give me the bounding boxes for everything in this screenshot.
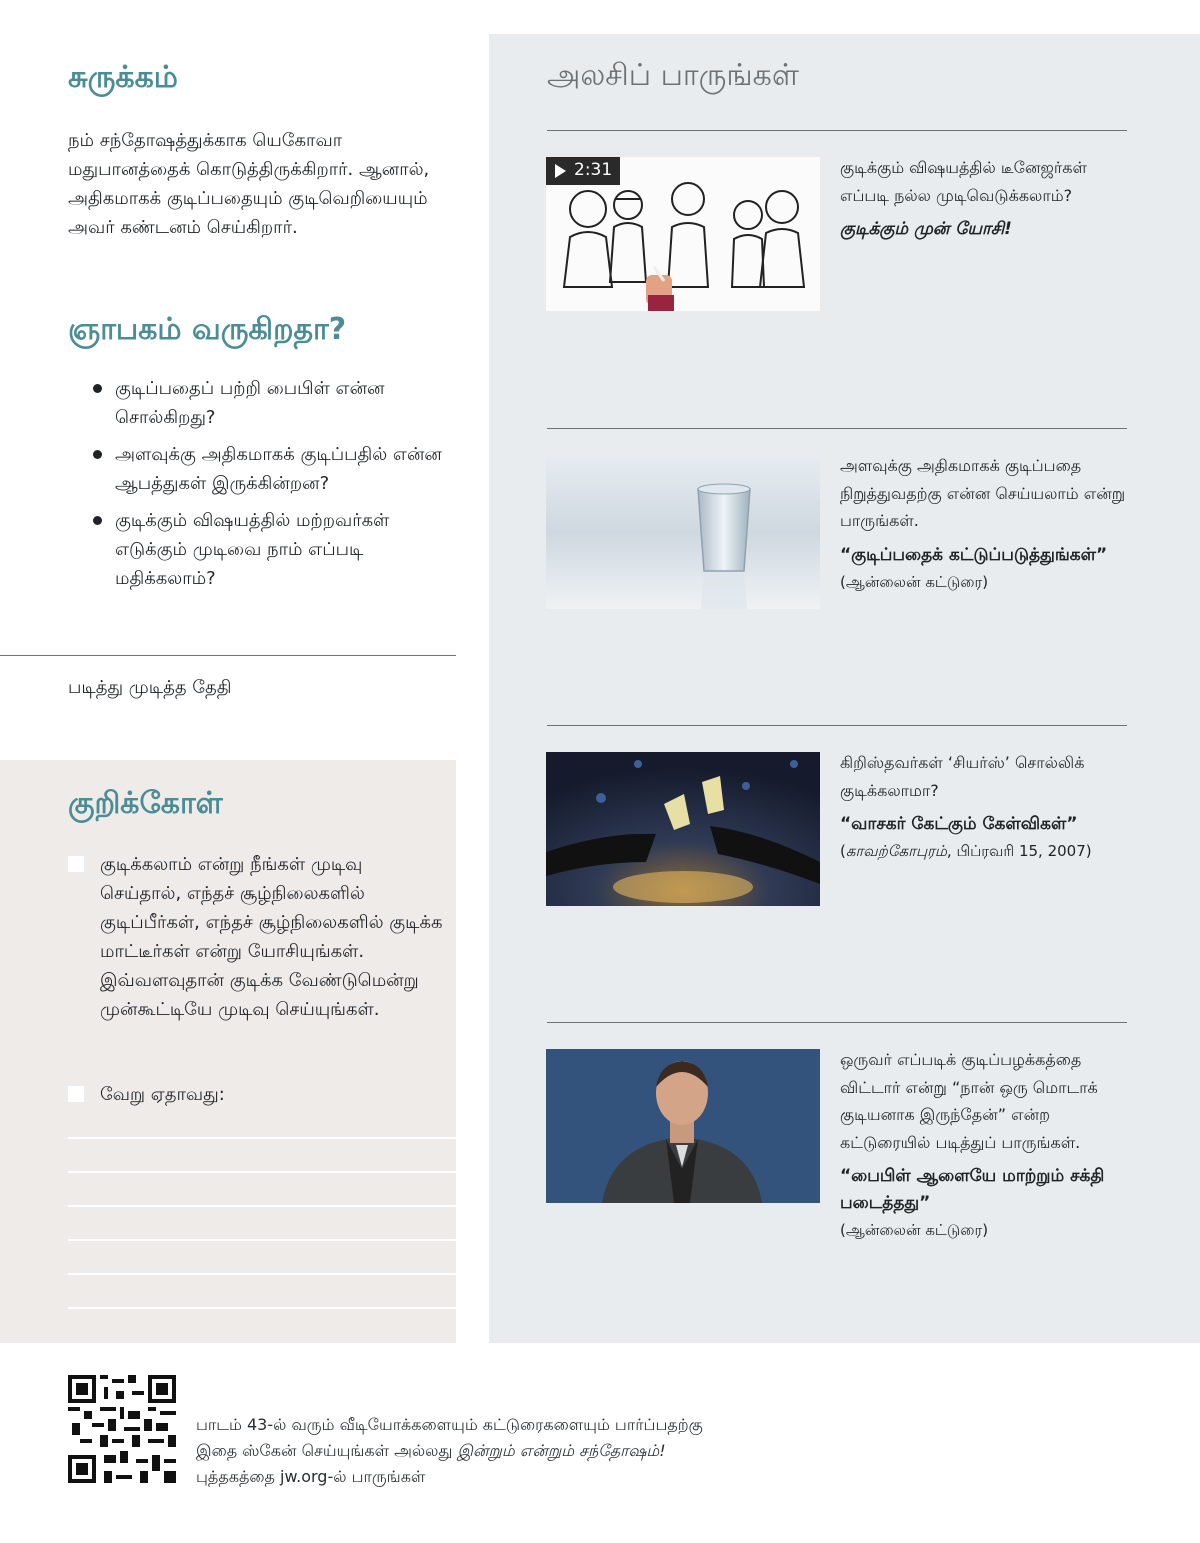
portrait-image bbox=[546, 1049, 820, 1203]
explore-entry bbox=[840, 154, 1130, 243]
article-image[interactable] bbox=[546, 752, 820, 906]
goal-heading: குறிக்கோள் bbox=[68, 786, 223, 821]
entry-description: அளவுக்கு அதிகமாகக் குடிப்பதை நிறுத்துவதற்கு என்ன செய்யலாம் என்று பாருங்கள். bbox=[840, 456, 1126, 530]
explore-entry bbox=[840, 452, 1130, 596]
write-line[interactable] bbox=[68, 1307, 456, 1309]
goal-item-other bbox=[68, 1080, 445, 1109]
divider bbox=[547, 130, 1127, 131]
goal-item bbox=[68, 850, 445, 1024]
goal-checkbox[interactable] bbox=[68, 856, 84, 872]
remember-item: அளவுக்கு அதிகமாகக் குடிப்பதில் என்ன ஆபத்துகள் இருக்கின்றன? bbox=[90, 440, 455, 498]
video-duration: 2:31 bbox=[574, 160, 613, 180]
explore-entry bbox=[840, 1046, 1130, 1245]
divider bbox=[547, 725, 1127, 726]
write-line[interactable] bbox=[68, 1171, 456, 1173]
remember-list bbox=[90, 374, 455, 601]
explore-heading: அலசிப் பாருங்கள் bbox=[547, 58, 799, 93]
divider bbox=[547, 1022, 1127, 1023]
goal-panel bbox=[0, 760, 456, 1343]
completion-date-label: படித்து முடித்த தேதி bbox=[68, 677, 232, 698]
goal-checkbox[interactable] bbox=[68, 1086, 84, 1102]
article-image[interactable] bbox=[546, 1049, 820, 1203]
summary-text: நம் சந்தோஷத்துக்காக யெகோவா மதுபானத்தைக் கொடுத்திருக்கிறார். ஆனால், அதிகமாகக் குடிப்பதையும் குடிவெறியையும் அவர் கண்டனம் செய்கிறார். bbox=[68, 130, 430, 238]
explore-entry bbox=[840, 749, 1130, 866]
video-thumbnail[interactable] bbox=[546, 157, 820, 311]
entry-note: (ஆன்லைன் கட்டுரை) bbox=[840, 572, 989, 591]
glass-image bbox=[546, 455, 820, 609]
remember-heading: ஞாபகம் வருகிறதா? bbox=[68, 312, 347, 347]
write-line[interactable] bbox=[68, 1239, 456, 1241]
cartoon-sketch-image bbox=[546, 157, 820, 311]
entry-title-link[interactable]: குடிக்கும் முன் யோசி! bbox=[840, 219, 1012, 239]
magazine-name: காவற்கோபுரம் bbox=[845, 842, 947, 860]
write-line[interactable] bbox=[68, 1137, 456, 1139]
goal-item-text: குடிக்கலாம் என்று நீங்கள் முடிவு செய்தால், எந்தச் சூழ்நிலைகளில் குடிப்பீர்கள், எந்தச் சூழ்நிலைகளில் குடிக்க மாட்டீர்கள் என்று யோசியுங்கள். இவ்வளவுதான் குடிக்க வேண்டுமென்று முன்கூட்டியே முடிவு செய்யுங்கள். bbox=[100, 854, 443, 1020]
remember-item: குடிப்பதைப் பற்றி பைபிள் என்ன சொல்கிறது? bbox=[90, 374, 455, 432]
divider bbox=[0, 655, 456, 656]
entry-title-link[interactable]: “வாசகர் கேட்கும் கேள்விகள்” bbox=[840, 814, 1078, 834]
goal-item-text: வேறு ஏதாவது: bbox=[100, 1084, 225, 1105]
entry-title-link[interactable]: “குடிப்பதைக் கட்டுப்படுத்துங்கள்” bbox=[840, 544, 1108, 565]
write-line[interactable] bbox=[68, 1273, 456, 1275]
entry-note: (ஆன்லைன் கட்டுரை) bbox=[840, 1221, 989, 1239]
toast-image bbox=[546, 752, 820, 906]
remember-item: குடிக்கும் விஷயத்தில் மற்றவர்கள் எடுக்கும் முடிவை நாம் எப்படி மதிக்கலாம்? bbox=[90, 506, 455, 593]
summary-heading: சுருக்கம் bbox=[68, 60, 178, 95]
footer-instructions: பாடம் 43-ல் வரும் வீடியோக்களையும் கட்டுரைகளையும் பார்ப்பதற்கு இதை ஸ்கேன் செய்யுங்கள் அல்லது இன்றும் என்றும் சந்தோஷம்! புத்தகத்தை jw.org-ல் பாருங்கள் bbox=[196, 1415, 703, 1486]
divider bbox=[547, 428, 1127, 429]
entry-description: ஒருவர் எப்படிக் குடிப்பழக்கத்தை விட்டார் என்று “நான் ஒரு மொடாக் குடியனாக இருந்தேன்” என்ற கட்டுரையில் படித்துப் பாருங்கள். bbox=[840, 1050, 1098, 1152]
entry-title-link[interactable]: “பைபிள் ஆளையே மாற்றும் சக்தி படைத்தது” bbox=[840, 1166, 1105, 1213]
article-image[interactable] bbox=[546, 455, 820, 609]
entry-description: குடிக்கும் விஷயத்தில் டீனேஜர்கள் எப்படி நல்ல முடிவெடுக்கலாம்? bbox=[840, 158, 1087, 205]
entry-note: (காவற்கோபுரம், பிப்ரவரி 15, 2007) bbox=[840, 842, 1092, 860]
entry-description: கிறிஸ்தவர்கள் ‘சியர்ஸ்’ சொல்லிக் குடிக்கலாமா? bbox=[840, 753, 1085, 800]
qr-code-icon[interactable] bbox=[68, 1375, 176, 1483]
write-line[interactable] bbox=[68, 1205, 456, 1207]
book-title: இன்றும் என்றும் சந்தோஷம்! bbox=[457, 1441, 666, 1460]
